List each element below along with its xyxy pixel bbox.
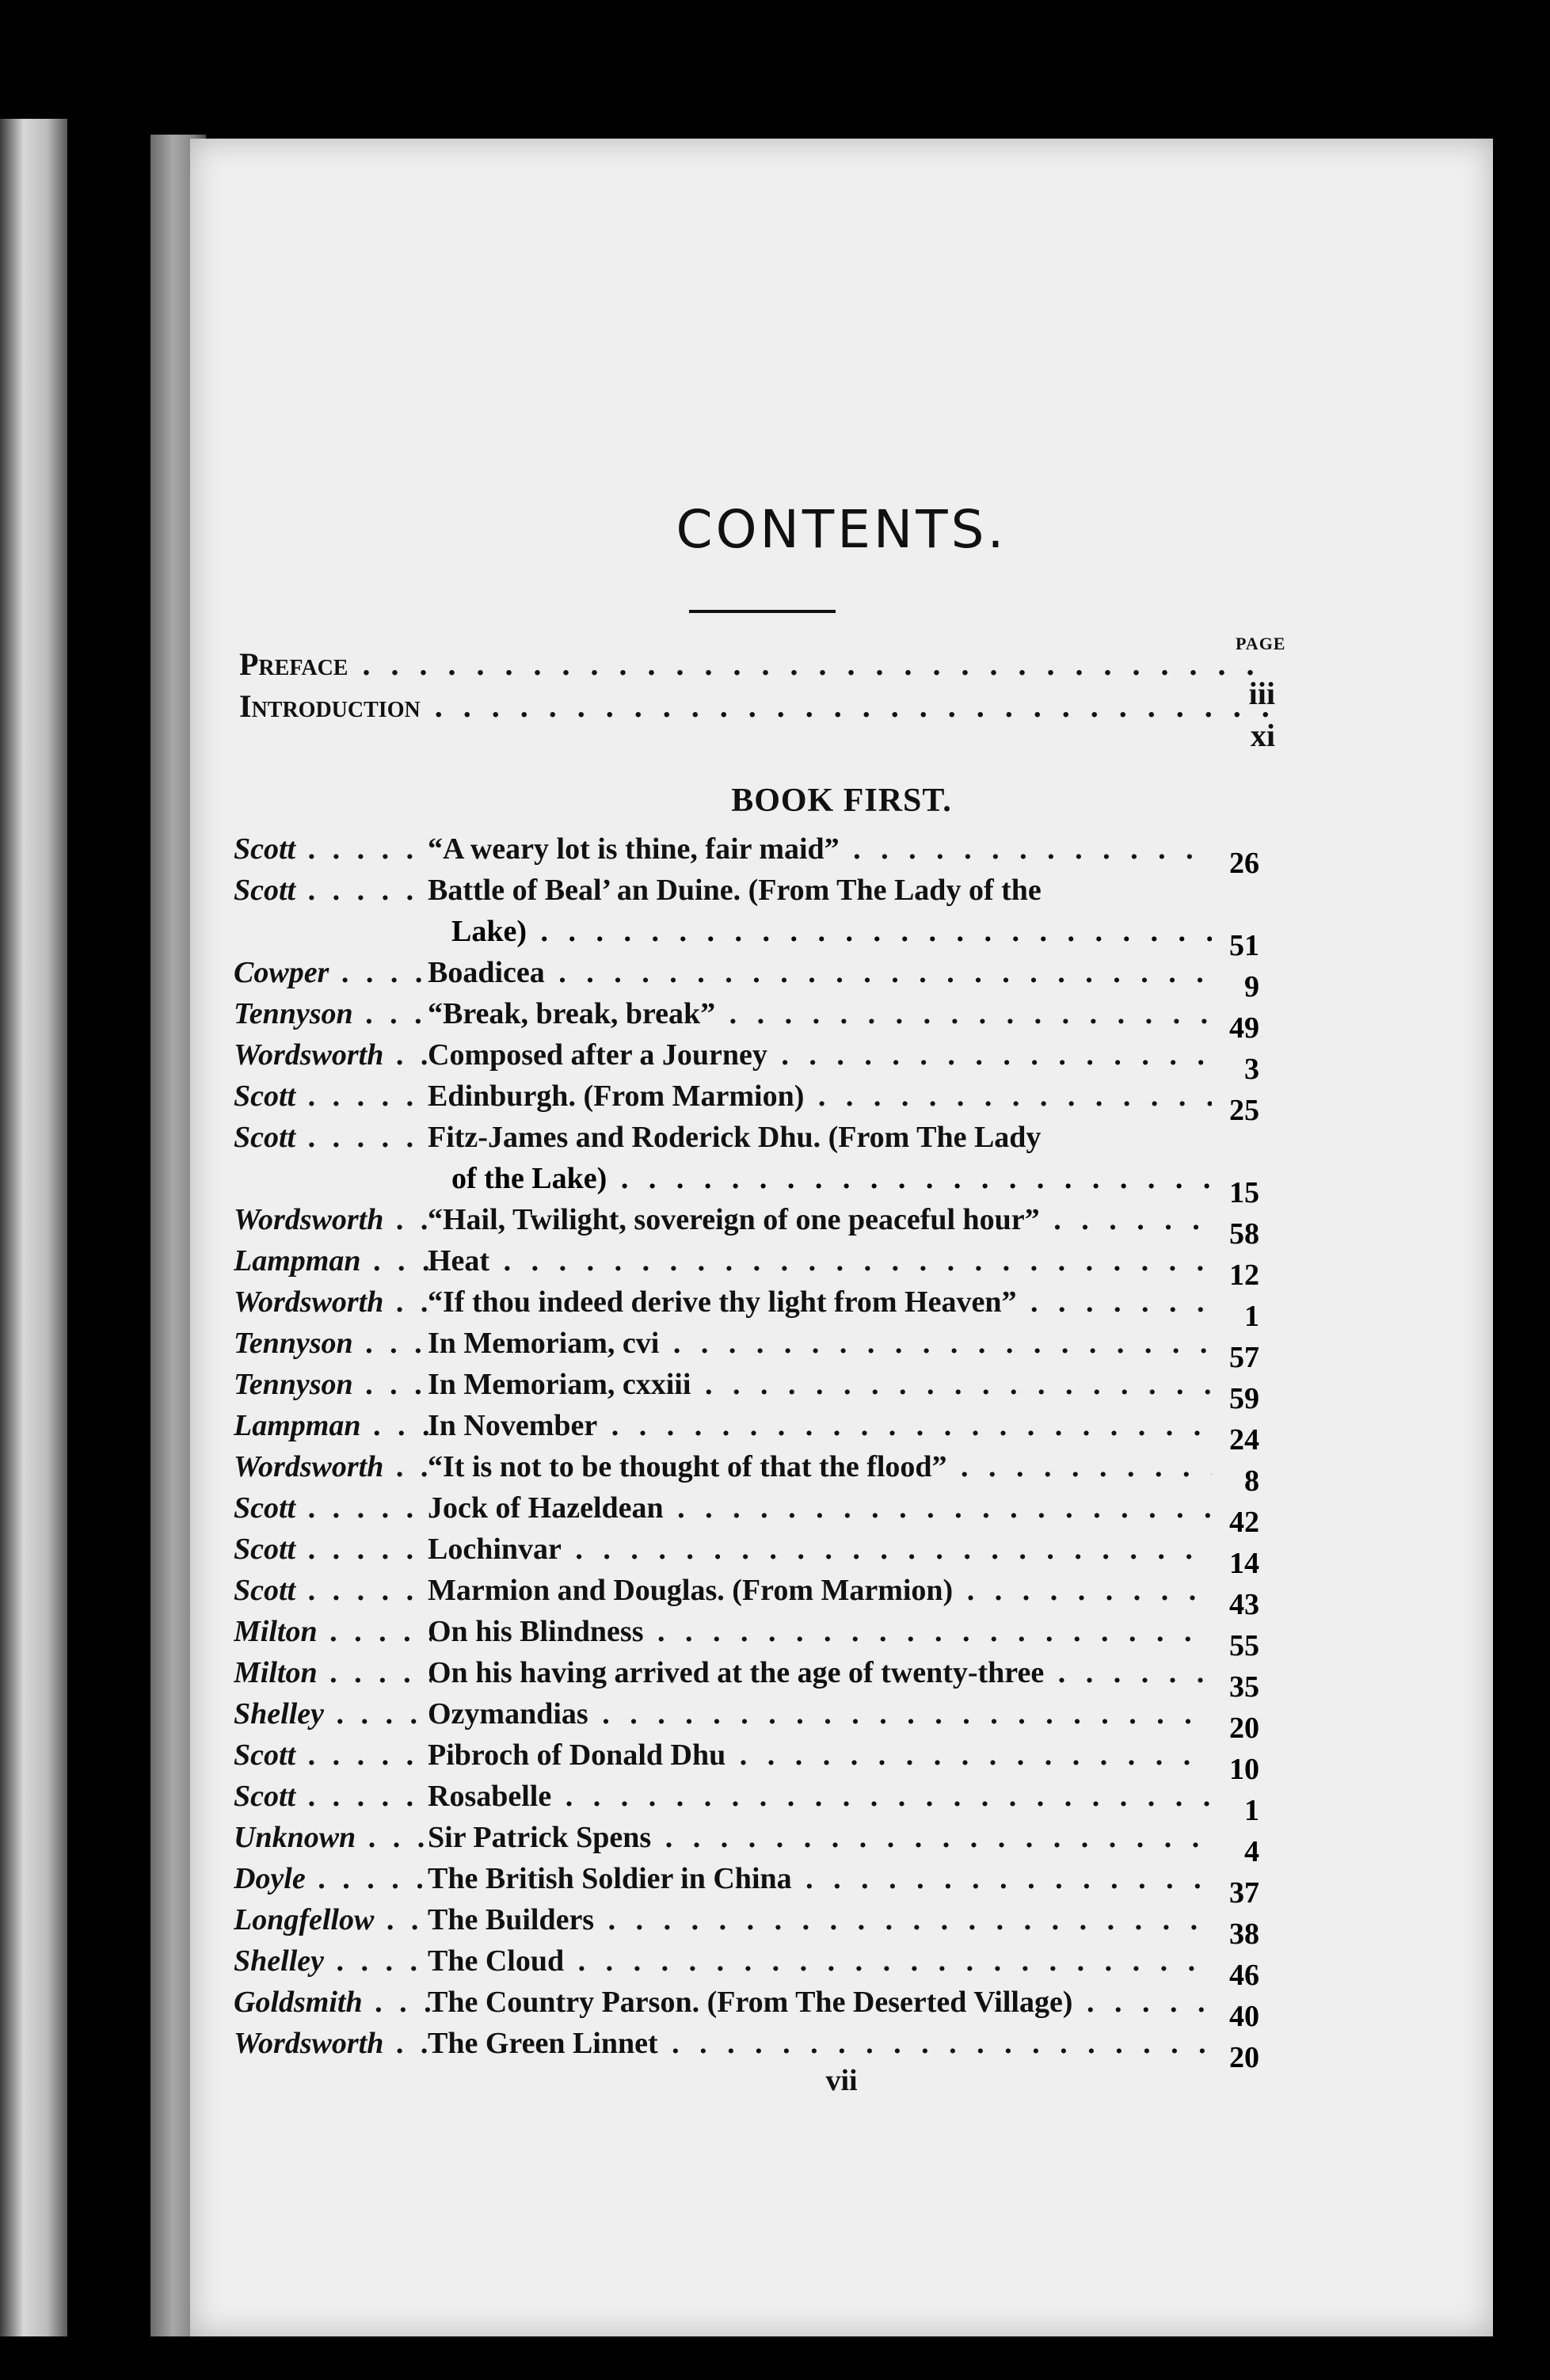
table-row bbox=[190, 1449, 1493, 1491]
table-row bbox=[190, 1696, 1493, 1738]
entry-title: The Country Parson. (From The Deserted Village) . . . bbox=[428, 1985, 1212, 2020]
table-row bbox=[190, 1944, 1493, 1985]
entry-title: Boadicea . . . bbox=[428, 955, 1212, 990]
entry-title: Heat . . . bbox=[428, 1243, 1212, 1278]
entry-page: 10 bbox=[1229, 1753, 1259, 1786]
entry-author: Tennyson . . . bbox=[234, 996, 432, 1031]
entry-author: Tennyson . . . bbox=[234, 1367, 432, 1402]
entry-page: 24 bbox=[1229, 1423, 1259, 1457]
entry-author: Milton . . . bbox=[234, 1655, 432, 1690]
adjacent-page-edge bbox=[0, 119, 67, 2336]
entry-title: Fitz-James and Roderick Dhu. (From The Lady bbox=[428, 1121, 1042, 1154]
section-heading: BOOK FIRST. bbox=[731, 783, 952, 819]
entry-author: Milton . . . bbox=[234, 1614, 432, 1649]
entry-title: Battle of Beal’ an Duine. (From The Lady of the bbox=[428, 874, 1042, 907]
entry-author: Longfellow . . . bbox=[234, 1902, 432, 1937]
entry-author: Cowper . . . bbox=[234, 955, 432, 990]
entry-author: Wordsworth . . . bbox=[234, 2026, 432, 2061]
entry-title: “It is not to be thought of that the flood” . . . bbox=[428, 1449, 1212, 1484]
table-row bbox=[190, 1738, 1493, 1779]
entry-author: Scott . . . bbox=[234, 832, 432, 866]
table-row bbox=[190, 1985, 1493, 2026]
page-number: vii bbox=[825, 2064, 858, 2097]
entry-author: Goldsmith . . . bbox=[234, 1985, 432, 2020]
entry-page: 57 bbox=[1229, 1341, 1259, 1374]
front-matter-preface: Preface . . . bbox=[239, 645, 1269, 683]
entry-page: 3 bbox=[1244, 1053, 1259, 1086]
entry-page: 42 bbox=[1229, 1506, 1259, 1539]
table-row bbox=[190, 1408, 1493, 1449]
entry-title: The Cloud . . . bbox=[428, 1944, 1212, 1978]
table-row bbox=[190, 1491, 1493, 1532]
front-matter-preface-page: iii bbox=[1248, 676, 1275, 711]
entry-title: On his having arrived at the age of twenty-three . . . bbox=[428, 1655, 1212, 1690]
table-row bbox=[190, 1243, 1493, 1285]
entry-author: Tennyson . . . bbox=[234, 1326, 432, 1361]
table-row bbox=[190, 1573, 1493, 1614]
table-row bbox=[190, 2026, 1493, 2067]
entry-title: In Memoriam, cvi . . . bbox=[428, 1326, 1212, 1361]
entry-author: Scott . . . bbox=[234, 1738, 432, 1773]
entry-author: Scott . . . bbox=[234, 1491, 432, 1525]
table-row bbox=[190, 1779, 1493, 1820]
entry-author: Wordsworth . . . bbox=[234, 1285, 432, 1319]
entry-author: Unknown . . . bbox=[234, 1820, 432, 1855]
entry-page: 4 bbox=[1244, 1835, 1259, 1868]
entry-page: 46 bbox=[1229, 1959, 1259, 1992]
entry-title: Lochinvar . . . bbox=[428, 1532, 1212, 1567]
entry-title: “Hail, Twilight, sovereign of one peaceful hour” . . . bbox=[428, 1202, 1212, 1237]
front-matter-introduction: Introduction . . . bbox=[239, 687, 1269, 725]
entry-title: Sir Patrick Spens . . . bbox=[428, 1820, 1212, 1855]
entry-page: 40 bbox=[1229, 2000, 1259, 2033]
entry-page: 51 bbox=[1229, 929, 1259, 962]
entry-author: Shelley . . . bbox=[234, 1944, 432, 1978]
table-row bbox=[190, 1655, 1493, 1696]
entry-page: 58 bbox=[1229, 1217, 1259, 1251]
table-row bbox=[190, 1079, 1493, 1120]
table-row bbox=[190, 996, 1493, 1038]
entry-page: 59 bbox=[1229, 1382, 1259, 1415]
entry-title: Pibroch of Donald Dhu . . . bbox=[428, 1738, 1212, 1773]
entry-page: 49 bbox=[1229, 1011, 1259, 1045]
entry-title: In November . . . bbox=[428, 1408, 1212, 1443]
entry-page: 43 bbox=[1229, 1588, 1259, 1621]
entry-page: 26 bbox=[1229, 847, 1259, 880]
table-row bbox=[190, 1120, 1493, 1161]
entry-title-continuation: Lake) . . . bbox=[451, 914, 1212, 949]
table-row bbox=[190, 873, 1493, 914]
entry-title: Edinburgh. (From Marmion) . . . bbox=[428, 1079, 1212, 1114]
table-row bbox=[190, 1861, 1493, 1902]
entry-page: 15 bbox=[1229, 1176, 1259, 1209]
entry-author: Lampman . . . bbox=[234, 1243, 432, 1278]
entry-page: 9 bbox=[1244, 970, 1259, 1003]
entry-title-continuation: of the Lake) . . . bbox=[451, 1161, 1212, 1196]
entry-author: Shelley . . . bbox=[234, 1696, 432, 1731]
entry-title: Ozymandias . . . bbox=[428, 1696, 1212, 1731]
entry-title: The Green Linnet . . . bbox=[428, 2026, 1212, 2061]
table-row bbox=[190, 955, 1493, 996]
book-page bbox=[190, 139, 1493, 2336]
table-row bbox=[190, 1820, 1493, 1861]
front-matter-introduction-page: xi bbox=[1250, 718, 1275, 753]
table-row bbox=[190, 1285, 1493, 1326]
entry-author: Wordsworth . . . bbox=[234, 1038, 432, 1072]
table-row bbox=[190, 1038, 1493, 1079]
entry-page: 8 bbox=[1244, 1464, 1259, 1498]
entry-page: 20 bbox=[1229, 1712, 1259, 1745]
entry-title: “A weary lot is thine, fair maid” . . . bbox=[428, 832, 1212, 866]
entry-title: In Memoriam, cxxiii . . . bbox=[428, 1367, 1212, 1402]
table-row bbox=[190, 1326, 1493, 1367]
entry-title: The Builders . . . bbox=[428, 1902, 1212, 1937]
entry-title: Jock of Hazeldean . . . bbox=[428, 1491, 1212, 1525]
entry-title: “If thou indeed derive thy light from Heaven” . . . bbox=[428, 1285, 1212, 1319]
entry-title: On his Blindness . . . bbox=[428, 1614, 1212, 1649]
entry-title: Rosabelle . . . bbox=[428, 1779, 1212, 1814]
entry-author: Scott . . . bbox=[234, 1779, 432, 1814]
entry-page: 20 bbox=[1229, 2041, 1259, 2074]
entry-author: Lampman . . . bbox=[234, 1408, 432, 1443]
entry-author: Scott . . . bbox=[234, 1120, 432, 1155]
table-row bbox=[190, 832, 1493, 873]
entry-author: Scott . . . bbox=[234, 1079, 432, 1114]
entry-author: Wordsworth . . . bbox=[234, 1449, 432, 1484]
page-title: CONTENTS. bbox=[676, 499, 1007, 560]
table-row bbox=[190, 1902, 1493, 1944]
entry-author: Scott . . . bbox=[234, 1573, 432, 1608]
table-row bbox=[190, 1532, 1493, 1573]
entry-title: Composed after a Journey . . . bbox=[428, 1038, 1212, 1072]
title-rule bbox=[689, 610, 836, 613]
entry-page: 1 bbox=[1244, 1794, 1259, 1827]
entry-title: “Break, break, break” . . . bbox=[428, 996, 1212, 1031]
entry-author: Doyle . . . bbox=[234, 1861, 432, 1896]
entry-page: 14 bbox=[1229, 1547, 1259, 1580]
table-row bbox=[190, 1367, 1493, 1408]
table-row bbox=[190, 1614, 1493, 1655]
entry-author: Scott . . . bbox=[234, 1532, 432, 1567]
entry-author: Scott . . . bbox=[234, 873, 432, 908]
table-row bbox=[190, 1202, 1493, 1243]
entry-page: 35 bbox=[1229, 1670, 1259, 1704]
entry-title: The British Soldier in China . . . bbox=[428, 1861, 1212, 1896]
entry-page: 38 bbox=[1229, 1917, 1259, 1951]
entry-page: 12 bbox=[1229, 1259, 1259, 1292]
entry-page: 37 bbox=[1229, 1876, 1259, 1910]
entry-page: 1 bbox=[1244, 1300, 1259, 1333]
entry-page: 25 bbox=[1229, 1094, 1259, 1127]
page-column-header: PAGE bbox=[1236, 634, 1286, 653]
entry-page: 55 bbox=[1229, 1629, 1259, 1662]
entry-author: Wordsworth . . . bbox=[234, 1202, 432, 1237]
entry-title: Marmion and Douglas. (From Marmion) . . . bbox=[428, 1573, 1212, 1608]
